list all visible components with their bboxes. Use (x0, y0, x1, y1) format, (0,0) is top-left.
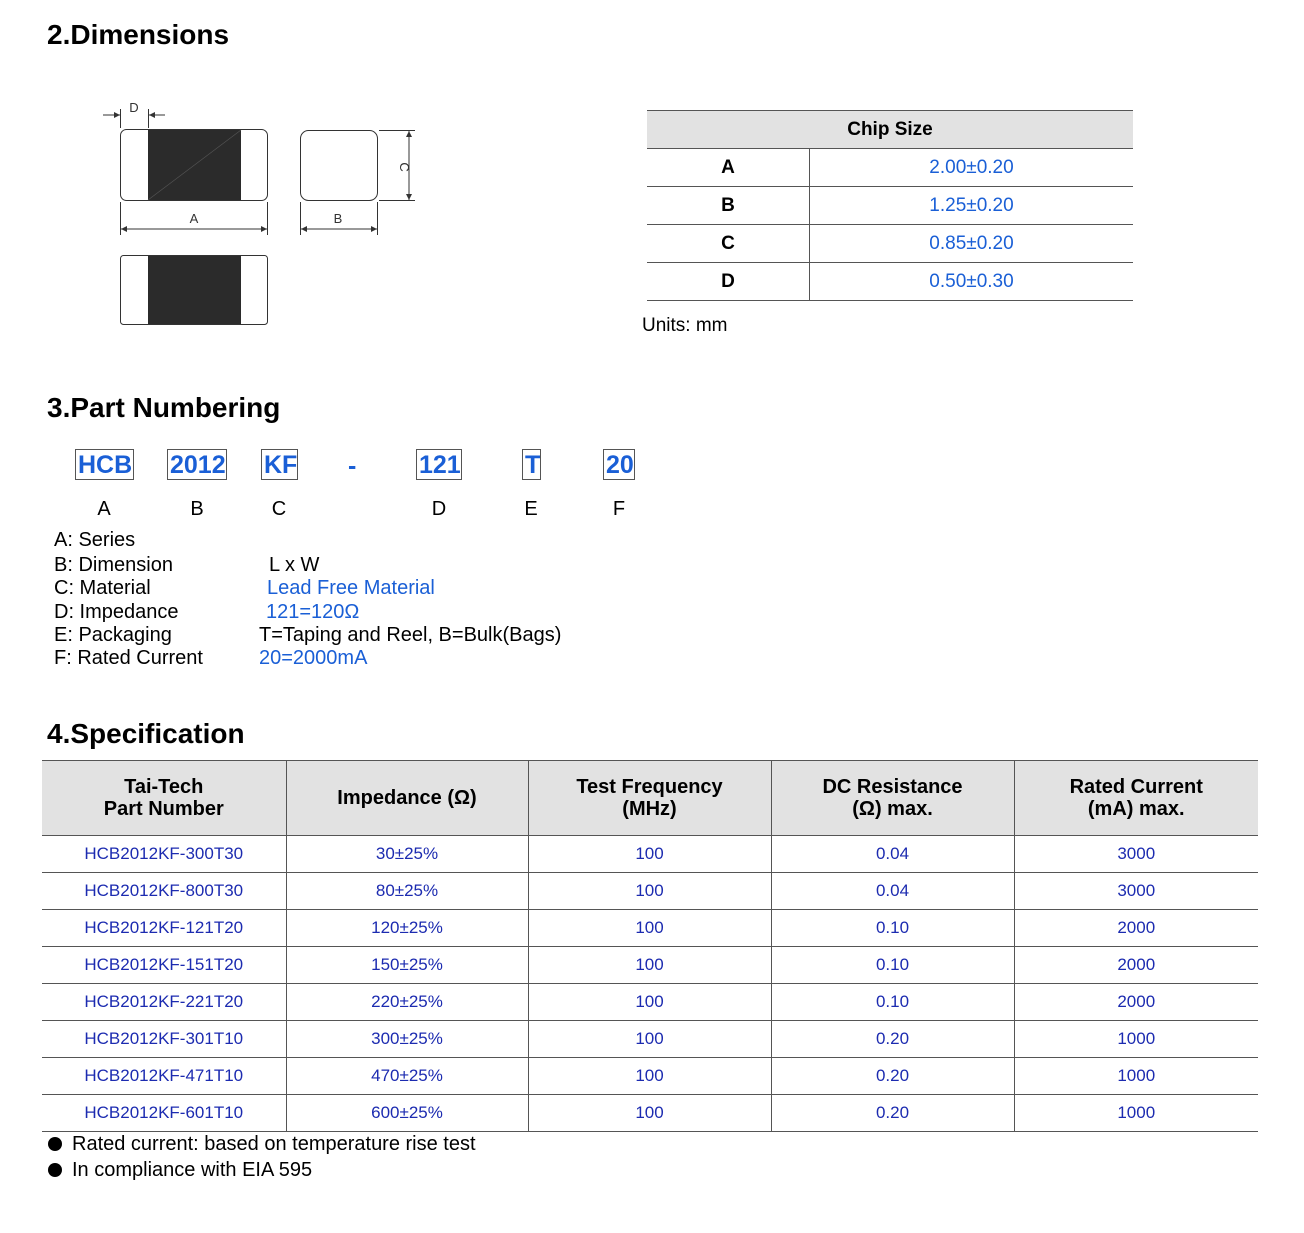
dim-label-a: A (189, 211, 199, 226)
dim-label-d: D (129, 100, 139, 115)
legend-desc: 121=120Ω (266, 601, 360, 623)
table-row (42, 1021, 1258, 1058)
dim-label-b: B (333, 211, 343, 226)
specification-table (42, 760, 1258, 1132)
impedance-cell: 470±25% (286, 1058, 528, 1095)
test-frequency-cell: 100 (528, 947, 771, 984)
dim-label: D (647, 263, 810, 301)
rated-current-cell: 2000 (1014, 947, 1258, 984)
dim-value: 0.50±0.30 (810, 263, 1134, 301)
rated-current-cell: 1000 (1014, 1095, 1258, 1132)
test-frequency-cell: 100 (528, 836, 771, 873)
dc-resistance-cell: 0.20 (771, 1058, 1014, 1095)
bullet-icon (48, 1137, 62, 1151)
legend-desc: 20=2000mA (259, 647, 368, 669)
dimensions-heading: 2.Dimensions (47, 19, 230, 50)
dim-label: B (647, 187, 810, 225)
test-frequency-cell: 100 (528, 910, 771, 947)
dim-value: 0.85±0.20 (810, 225, 1134, 263)
col-header-impedance: Impedance (Ω) (286, 761, 528, 836)
pn-current-box: 20 (603, 449, 635, 480)
legend-desc: T=Taping and Reel, B=Bulk(Bags) (259, 624, 562, 646)
rated-current-cell: 1000 (1014, 1021, 1258, 1058)
impedance-cell: 80±25% (286, 873, 528, 910)
specification-heading: 4.Specification (47, 718, 245, 749)
pn-packaging-box: T (522, 449, 541, 480)
dim-label: C (647, 225, 810, 263)
pn-dimension-box: 2012 (167, 449, 227, 480)
legend-key: E: Packaging (54, 624, 172, 646)
legend-key: B: Dimension (54, 554, 173, 576)
pn-letter: E (524, 498, 538, 520)
dc-resistance-cell: 0.10 (771, 947, 1014, 984)
table-row (42, 984, 1258, 1021)
test-frequency-cell: 100 (528, 1021, 771, 1058)
part-number-cell: HCB2012KF-151T20 (42, 947, 286, 984)
test-frequency-cell: 100 (528, 984, 771, 1021)
col-header-rated-current: Rated Current (mA) max. (1014, 761, 1258, 836)
part-number-cell: HCB2012KF-221T20 (42, 984, 286, 1021)
part-number-cell: HCB2012KF-800T30 (42, 873, 286, 910)
table-row (42, 836, 1258, 873)
rated-current-cell: 2000 (1014, 984, 1258, 1021)
table-row (647, 225, 1133, 263)
part-number-cell: HCB2012KF-601T10 (42, 1095, 286, 1132)
dc-resistance-cell: 0.04 (771, 873, 1014, 910)
legend-desc: L x W (269, 554, 320, 576)
note-eia: In compliance with EIA 595 (48, 1159, 312, 1182)
test-frequency-cell: 100 (528, 873, 771, 910)
test-frequency-cell: 100 (528, 1095, 771, 1132)
impedance-cell: 300±25% (286, 1021, 528, 1058)
test-frequency-cell: 100 (528, 1058, 771, 1095)
bullet-icon (48, 1163, 62, 1177)
table-row (42, 947, 1258, 984)
legend-key: D: Impedance (54, 601, 179, 623)
dc-resistance-cell: 0.04 (771, 836, 1014, 873)
chip-dimension-drawing (95, 95, 425, 335)
impedance-cell: 120±25% (286, 910, 528, 947)
dc-resistance-cell: 0.10 (771, 984, 1014, 1021)
units-note: Units: mm (642, 315, 728, 336)
pn-letter: A (97, 498, 111, 520)
pn-material-box: KF (261, 449, 298, 480)
dc-resistance-cell: 0.20 (771, 1021, 1014, 1058)
impedance-cell: 150±25% (286, 947, 528, 984)
rated-current-cell: 1000 (1014, 1058, 1258, 1095)
chip-size-header: Chip Size (647, 111, 1133, 149)
rated-current-cell: 3000 (1014, 873, 1258, 910)
table-row (42, 873, 1258, 910)
chip-size-table (647, 110, 1133, 301)
rated-current-cell: 2000 (1014, 910, 1258, 947)
pn-letter: F (612, 498, 626, 520)
dc-resistance-cell: 0.10 (771, 910, 1014, 947)
dim-label-c: C (397, 162, 412, 172)
legend-key: F: Rated Current (54, 647, 203, 669)
part-number-cell: HCB2012KF-471T10 (42, 1058, 286, 1095)
note-rated-current: Rated current: based on temperature rise test (48, 1133, 476, 1156)
impedance-cell: 30±25% (286, 836, 528, 873)
dim-value: 2.00±0.20 (810, 149, 1134, 187)
col-header-part-number: Tai-Tech Part Number (42, 761, 286, 836)
pn-letter: C (271, 498, 287, 520)
pn-dash: - (348, 452, 357, 480)
part-numbering-heading: 3.Part Numbering (47, 392, 281, 423)
part-number-cell: HCB2012KF-300T30 (42, 836, 286, 873)
dim-label: A (647, 149, 810, 187)
part-number-cell: HCB2012KF-301T10 (42, 1021, 286, 1058)
pn-letter: B (190, 498, 204, 520)
table-row (42, 910, 1258, 947)
legend-desc: Lead Free Material (267, 577, 435, 599)
table-row (647, 187, 1133, 225)
legend-key: C: Material (54, 577, 151, 599)
rated-current-cell: 3000 (1014, 836, 1258, 873)
dim-value: 1.25±0.20 (810, 187, 1134, 225)
dc-resistance-cell: 0.20 (771, 1095, 1014, 1132)
impedance-cell: 600±25% (286, 1095, 528, 1132)
part-number-cell: HCB2012KF-121T20 (42, 910, 286, 947)
pn-impedance-box: 121 (416, 449, 462, 480)
table-row (647, 149, 1133, 187)
table-row (42, 1058, 1258, 1095)
pn-series-box: HCB (75, 449, 134, 480)
col-header-dc-resistance: DC Resistance (Ω) max. (771, 761, 1014, 836)
impedance-cell: 220±25% (286, 984, 528, 1021)
col-header-test-frequency: Test Frequency (MHz) (528, 761, 771, 836)
pn-letter: D (431, 498, 447, 520)
legend-key: A: Series (54, 529, 136, 551)
table-row (647, 263, 1133, 301)
table-row (42, 1095, 1258, 1132)
